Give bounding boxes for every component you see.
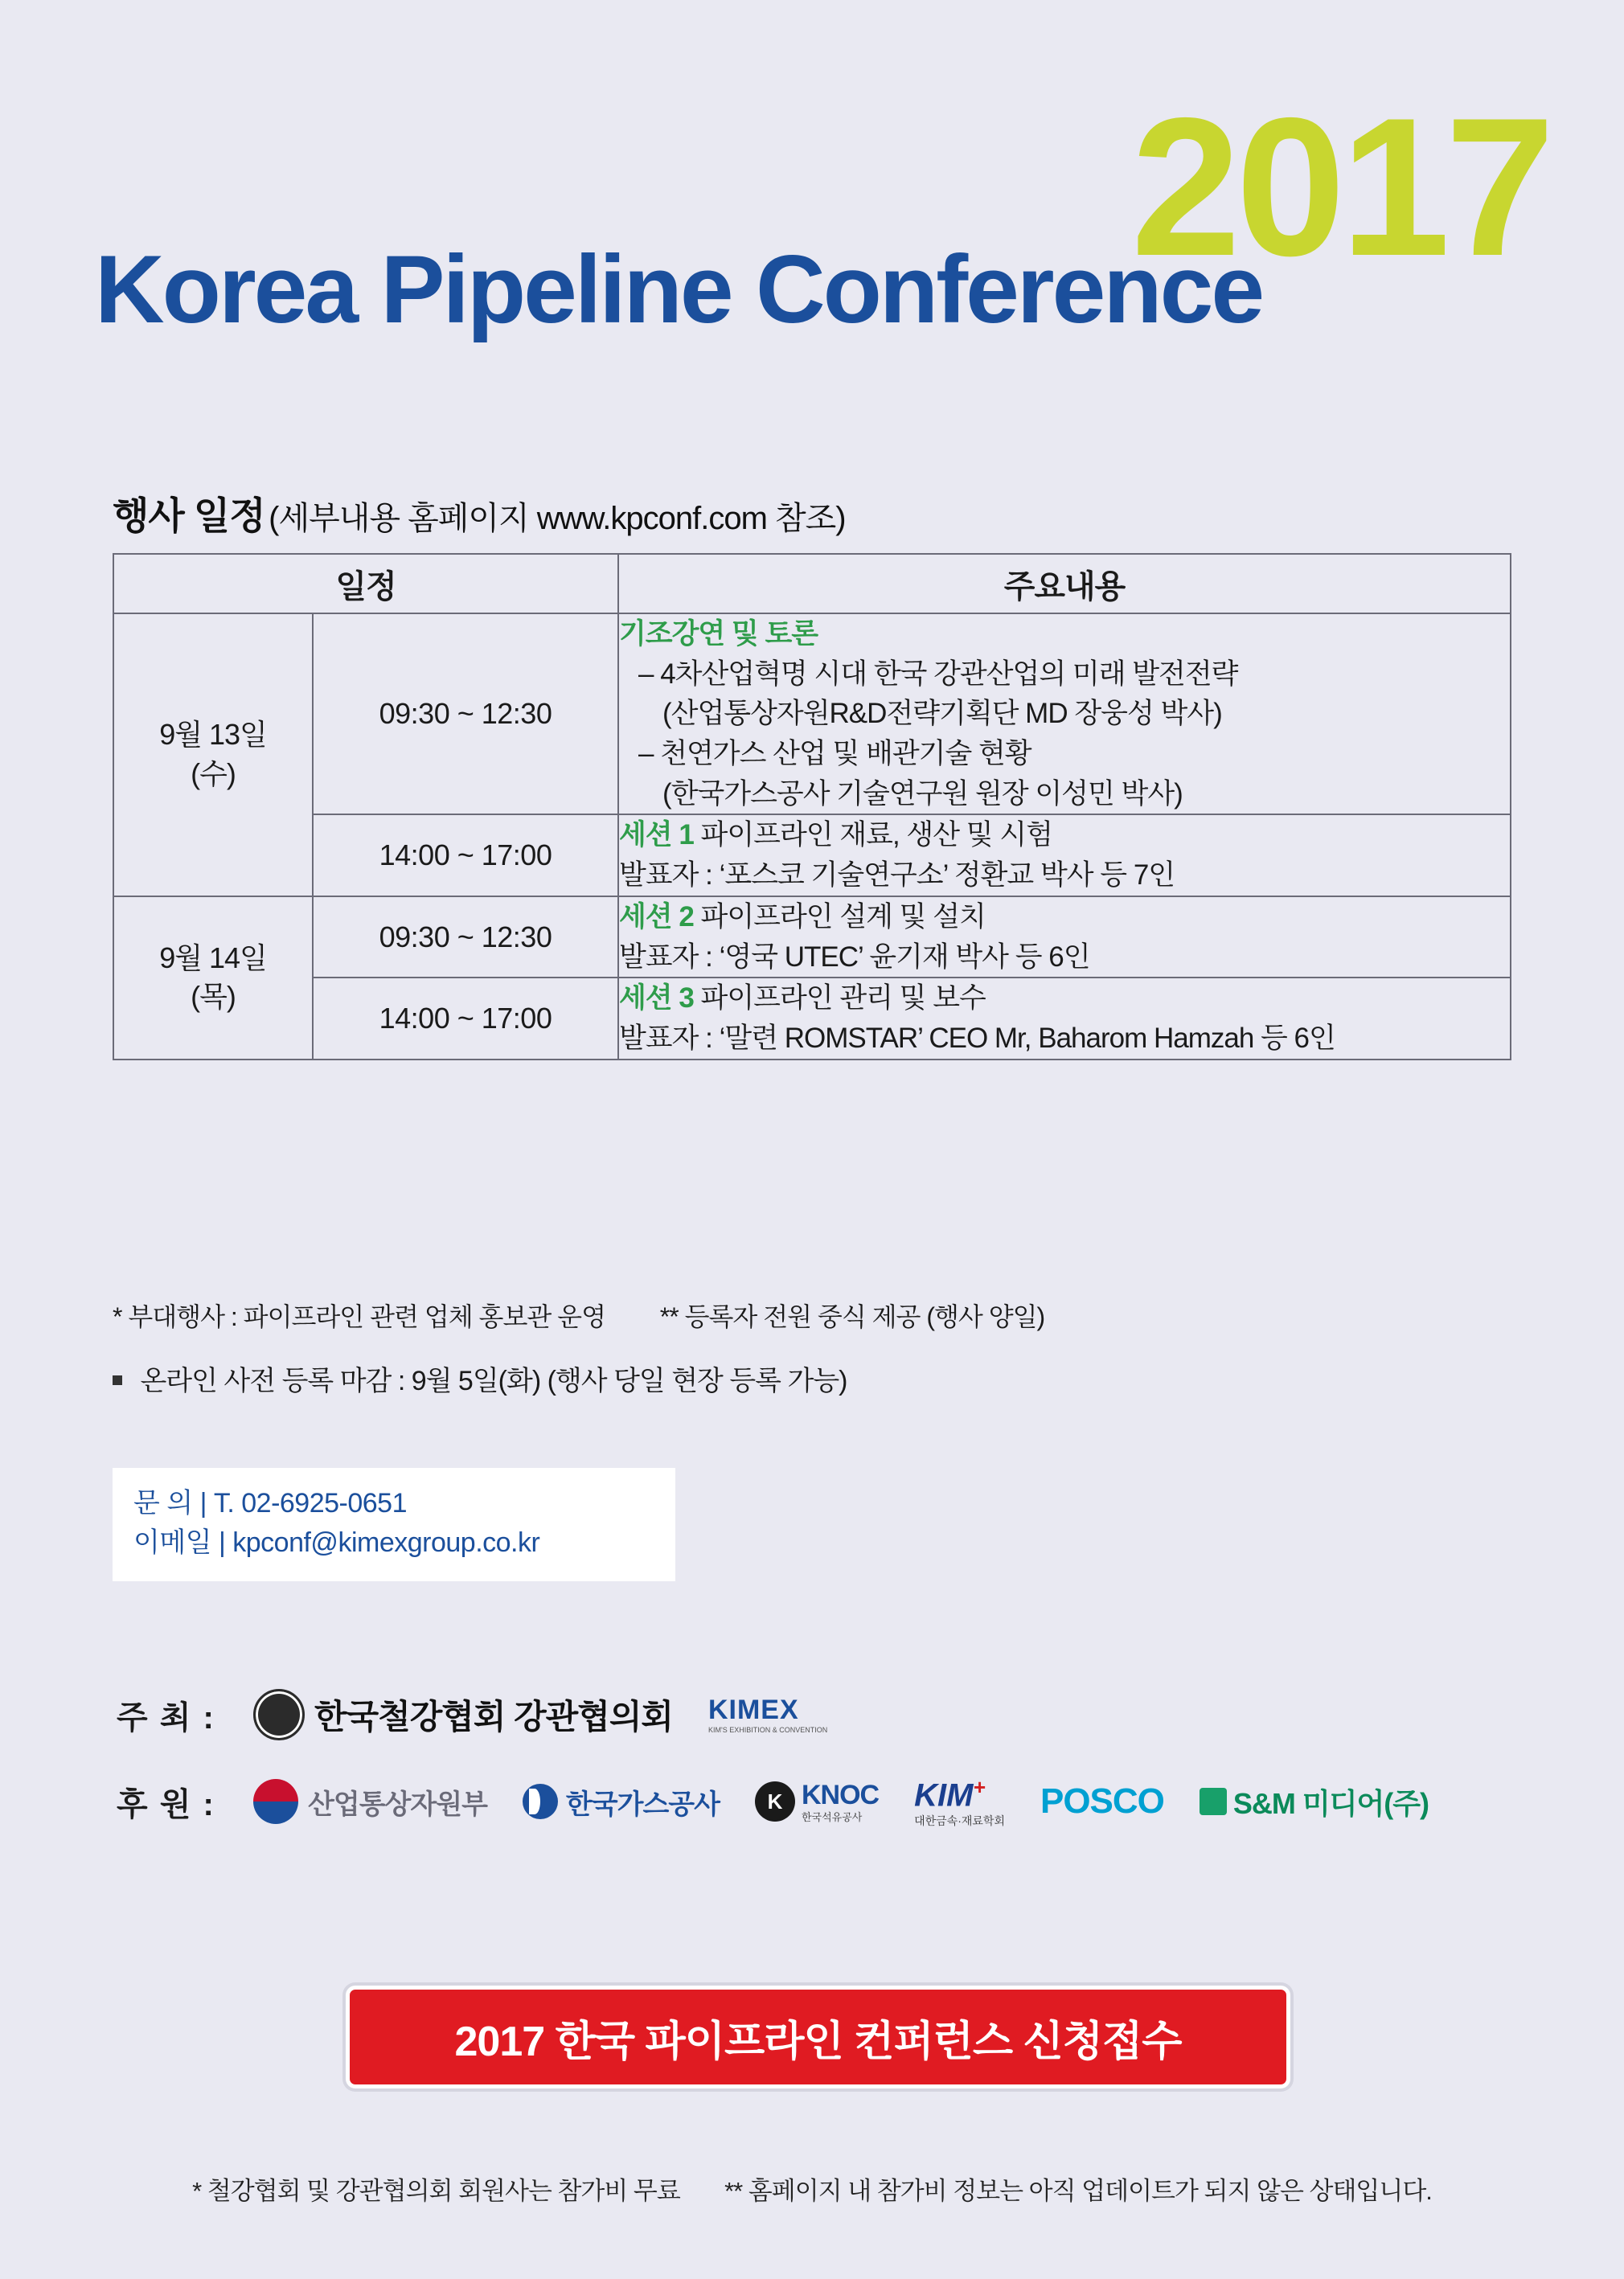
registration-button-label: 2017 한국 파이프라인 컨퍼런스 신청접수 [454, 2018, 1182, 2065]
time-cell: 14:00 ~ 17:00 [313, 814, 618, 896]
content-session-line [619, 978, 1510, 1019]
hosts-label: 주 최 : [117, 1699, 215, 1736]
supporter-sub-knoc: 한국석유공사 [802, 1810, 863, 1823]
content-cell [618, 613, 1511, 814]
supporter-snm [1200, 1781, 1429, 1822]
contact-email[interactable]: 이메일 | kpconf@kimexgroup.co.kr [133, 1527, 540, 1559]
content-line: 발표자 : ‘말련 ROMSTAR’ CEO Mr, Baharom Hamzah 등 6인 [619, 1022, 1335, 1054]
supporter-name-motie: 산업통상자원부 [308, 1789, 487, 1820]
registration-note-text: 온라인 사전 등록 마감 : 9월 5일(화) (행사 당일 현장 등록 가능) [140, 1366, 847, 1396]
host-logo-ksa [253, 1689, 673, 1740]
content-line: (한국가스공사 기술연구원 원장 이성민 박사) [662, 777, 1183, 810]
content-line: 발표자 : ‘영국 UTEC’ 윤기재 박사 등 6인 [619, 941, 1090, 973]
date-line-2: (수) [191, 756, 236, 790]
table-header-row [113, 554, 1511, 613]
time-cell: 09:30 ~ 12:30 [313, 613, 618, 814]
content-line: (산업통상자원R&D전략기획단 MD 장웅성 박사) [662, 698, 1222, 730]
host-name-ksa: 한국철강협회 강관협의회 [314, 1698, 673, 1736]
registration-button[interactable] [346, 1986, 1290, 2088]
kimex-name: KIMEX [707, 1694, 799, 1725]
supporter-name-kogas: 한국가스공사 [565, 1789, 720, 1820]
table-row [113, 814, 1511, 896]
contact-phone: 문 의 | T. 02-6925-0651 [133, 1488, 407, 1519]
poster-header [0, 0, 1624, 434]
date-line-2: (목) [191, 980, 236, 1014]
kimex-logo-icon [708, 1696, 827, 1734]
supporter-posco [1040, 1781, 1164, 1822]
knoc-text-block [802, 1781, 879, 1822]
seal-icon [253, 1689, 305, 1740]
footer-note-2: ** 홈페이지 내 참가비 정보는 아직 업데이트가 되지 않은 상태입니다. [724, 2177, 1432, 2205]
knoc-icon: K [755, 1781, 795, 1822]
note-lunch: ** 등록자 전원 중식 제공 (행사 양일) [659, 1302, 1045, 1331]
content-cell [618, 814, 1511, 896]
host-logo-kimex [708, 1696, 827, 1734]
contact-box [113, 1468, 675, 1581]
sponsors-section [117, 1680, 1532, 1854]
supporter-name-snm: S&M 미디어(주) [1232, 1786, 1429, 1820]
session-topic: 파이프라인 관리 및 보수 [700, 982, 986, 1014]
supporter-sub-kim: 대한금속·재료학회 [914, 1814, 1005, 1827]
session-topic: 파이프라인 재료, 생산 및 시험 [700, 819, 1052, 851]
session-topic: 파이프라인 설계 및 설치 [700, 900, 986, 933]
schedule-table [113, 553, 1511, 1060]
schedule-heading-main: 행사 일정 [113, 494, 265, 537]
footer-notes [0, 2170, 1624, 2207]
snm-icon [1200, 1788, 1227, 1815]
supporters-row [117, 1767, 1532, 1836]
kim-icon: KIM+ 대한금속·재료학회 [914, 1775, 1005, 1827]
supporter-kogas [523, 1782, 720, 1822]
column-header-schedule: 일정 [113, 554, 618, 613]
hosts-row [117, 1680, 1532, 1749]
content-line: – 4차산업혁명 시대 한국 강관산업의 미래 발전전략 [638, 658, 1238, 690]
side-event-notes [113, 1297, 1044, 1334]
time-cell: 14:00 ~ 17:00 [313, 978, 618, 1059]
date-line-1: 9월 13일 [159, 718, 267, 752]
column-header-content: 주요내용 [618, 554, 1511, 613]
taegeuk-icon [253, 1779, 298, 1824]
content-session-line [619, 897, 1510, 937]
content-line: – 천연가스 산업 및 배관기술 현황 [638, 738, 1031, 770]
content-title: 기조강연 및 토론 [619, 618, 818, 650]
footer-note-1: * 철강협회 및 강관협의회 회원사는 참가비 무료 [192, 2177, 680, 2205]
note-side-event: * 부대행사 : 파이프라인 관련 업체 홍보관 운영 [113, 1302, 605, 1331]
schedule-table-wrapper [113, 553, 1511, 1060]
year-text: 2017 [1130, 76, 1550, 297]
table-row [113, 896, 1511, 978]
schedule-heading [113, 486, 846, 540]
page-title: Korea Pipeline Conference [95, 236, 1263, 343]
kimex-subtitle: KIM'S EXHIBITION & CONVENTION [707, 1725, 828, 1734]
posco-icon: POSCO [1040, 1781, 1164, 1821]
content-cell [618, 978, 1511, 1059]
content-cell [618, 896, 1511, 978]
date-cell-day1 [113, 613, 313, 896]
table-row [113, 978, 1511, 1059]
content-session-line [619, 815, 1510, 855]
schedule-heading-sub: (세부내용 홈페이지 www.kpconf.com 참조) [269, 501, 846, 536]
supporter-name-knoc: KNOC [802, 1779, 880, 1810]
supporter-motie [253, 1779, 487, 1824]
session-label: 세션 1 [619, 819, 694, 851]
bullet-square-icon [113, 1375, 122, 1385]
session-label: 세션 3 [619, 982, 694, 1014]
time-cell: 09:30 ~ 12:30 [313, 896, 618, 978]
registration-note [113, 1359, 847, 1398]
supporter-name-kim: KIM [914, 1777, 974, 1814]
session-label: 세션 2 [619, 900, 694, 933]
supporters-label: 후 원 : [117, 1786, 215, 1822]
date-cell-day2 [113, 896, 313, 1060]
kogas-icon [523, 1784, 558, 1819]
supporter-kim [914, 1777, 1005, 1826]
content-line: 발표자 : ‘포스코 기술연구소’ 정환교 박사 등 7인 [619, 859, 1175, 892]
table-row [113, 613, 1511, 814]
date-line-1: 9월 14일 [159, 941, 267, 974]
supporter-knoc [755, 1781, 879, 1822]
